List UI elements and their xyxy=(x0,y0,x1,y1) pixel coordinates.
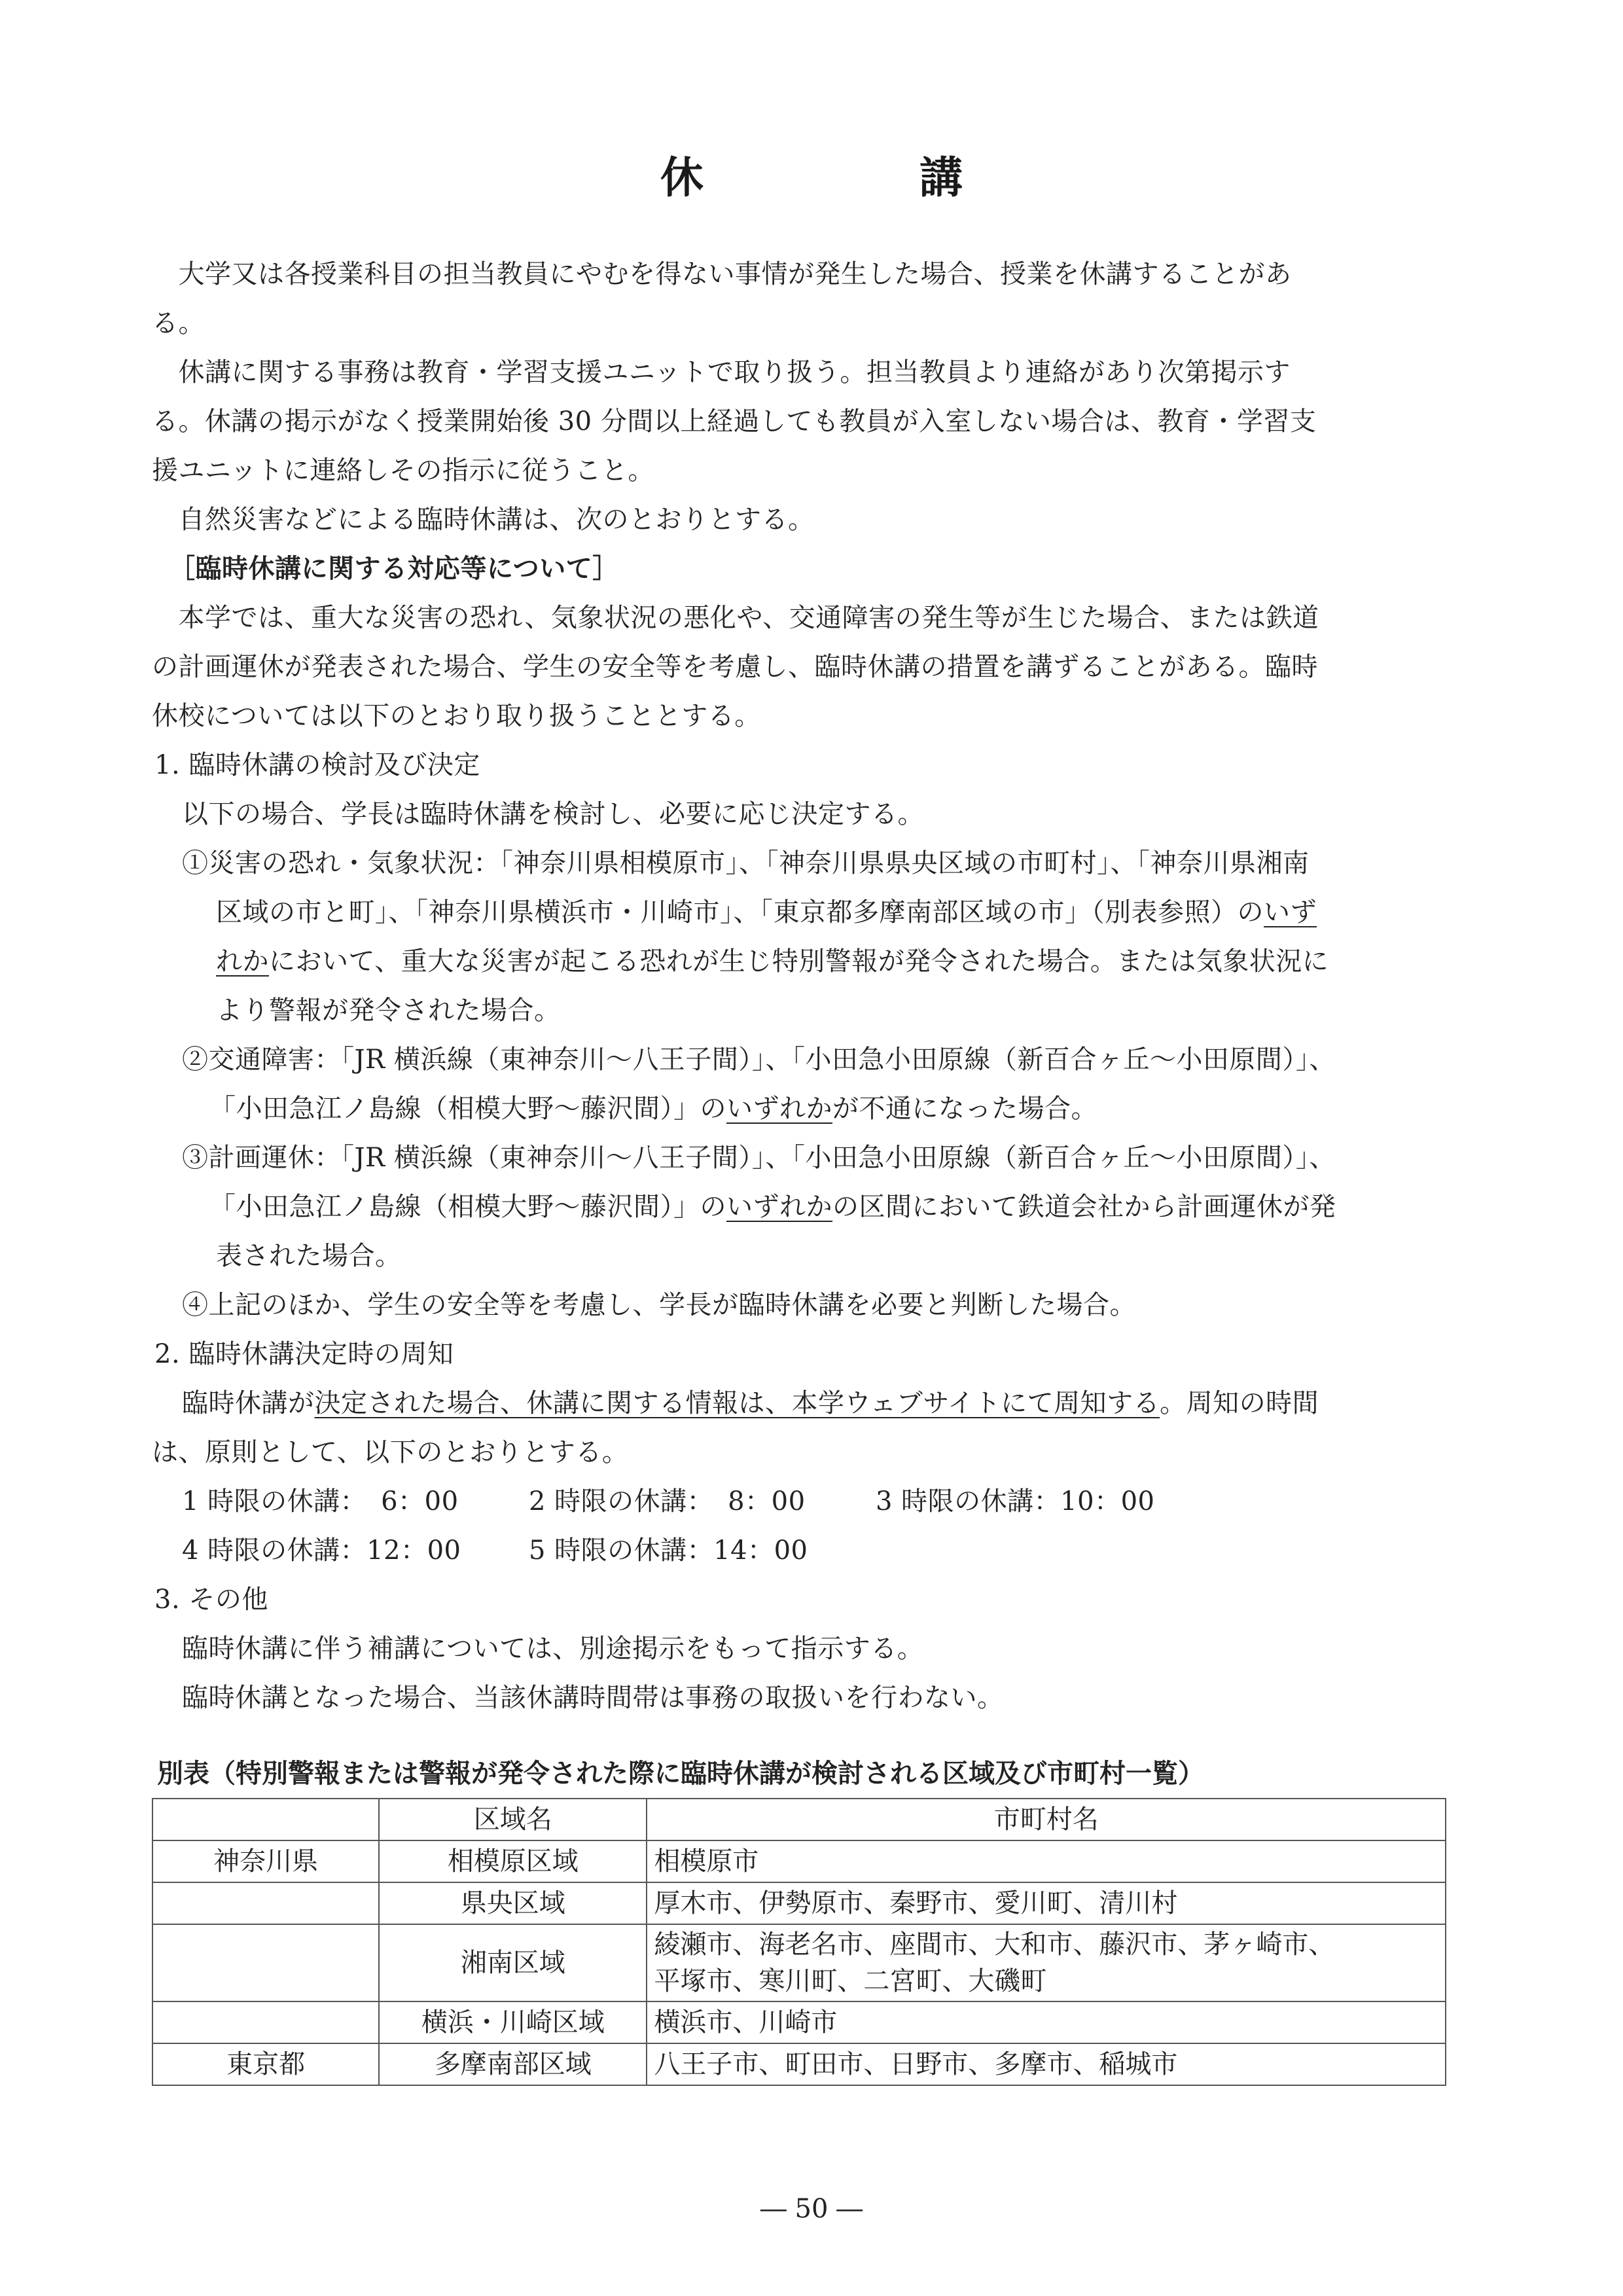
time-label: 1 時限の休講： xyxy=(182,1486,367,1516)
policy-heading: ［臨時休講に関する対応等について］ xyxy=(169,554,619,584)
section2-line2: は、原則として、以下のとおりとする。 xyxy=(152,1437,629,1467)
section2-underline: 決定された場合、休講に関する情報は、本学ウェブサイトにて周知する xyxy=(314,1388,1160,1418)
time-item xyxy=(876,1477,1154,1526)
table-header-cell: 市町村名 xyxy=(647,1799,1446,1840)
item1-line3 xyxy=(216,937,1461,986)
area-cell: 県央区域 xyxy=(379,1882,647,1924)
section2-line1 xyxy=(182,1379,1454,1428)
table-row xyxy=(152,2043,1446,2085)
item2-underline: いずれか xyxy=(726,1094,832,1124)
cities-cell xyxy=(647,1924,1446,2001)
cities-cell: 八王子市、町田市、日野市、多摩市、稲城市 xyxy=(647,2043,1446,2085)
cities-line: 平塚市、寒川町、二宮町、大磯町 xyxy=(654,1966,1047,1996)
item1-line4: より警報が発令された場合。 xyxy=(216,996,561,1026)
table-header-cell: 区域名 xyxy=(379,1799,647,1840)
item1-underline-a: いず xyxy=(1264,897,1317,927)
section3-line2: 臨時休講となった場合、当該休講時間帯は事務の取扱いを行わない。 xyxy=(182,1683,1004,1713)
time-value: 12：00 xyxy=(366,1535,461,1566)
intro-p2-line3: 援ユニットに連絡しその指示に従うこと。 xyxy=(152,456,654,486)
table-header-cell xyxy=(152,1799,379,1840)
times-row-2 xyxy=(182,1526,1484,1575)
item3-line1: ③計画運休：「JR 横浜線（東神奈川～八王子間）」、「小田急小田原線（新百合ヶ丘～小田原間）」、 xyxy=(182,1143,1336,1173)
time-label: 2 時限の休講： xyxy=(529,1486,714,1516)
time-item xyxy=(529,1526,808,1575)
time-item xyxy=(529,1477,876,1526)
cities-line: 綾瀬市、海老名市、座間市、大和市、藤沢市、茅ヶ崎市、 xyxy=(654,1929,1335,1960)
item3-underline: いずれか xyxy=(726,1192,832,1222)
section3-title: 3. その他 xyxy=(154,1585,268,1615)
intro-p2-line2: る。休講の掲示がなく授業開始後 30 分間以上経過しても教員が入室しない場合は、教育・学習支 xyxy=(152,406,1317,437)
page-number: ― 50 ― xyxy=(760,2194,863,2224)
item1-line1: ①災害の恐れ・気象状況：「神奈川県相模原市」、「神奈川県県央区域の市町村」、「神奈川県湘南 xyxy=(182,848,1310,878)
table-row xyxy=(152,1840,1446,1882)
table-row xyxy=(152,2001,1446,2043)
time-value: 6：00 xyxy=(381,1486,459,1516)
item2-line2-text-a: 「小田急江ノ島線（相模大野～藤沢間）」の xyxy=(209,1094,726,1124)
section3-line1: 臨時休講に伴う補講については、別途掲示をもって指示する。 xyxy=(182,1634,924,1664)
item1-line3-text: において、重大な災害が起こる恐れが生じ特別警報が発令された場合。または気象状況に xyxy=(269,946,1329,977)
prefecture-cell xyxy=(152,2001,379,2043)
section2-line1-text-b: 。周知の時間 xyxy=(1160,1388,1319,1418)
table-caption: 別表（特別警報または警報が発令された際に臨時休講が検討される区域及び市町村一覧） xyxy=(157,1759,1204,1789)
item3-line3: 表された場合。 xyxy=(216,1241,402,1271)
prefecture-cell: 東京都 xyxy=(152,2043,379,2085)
item2-line1: ②交通障害：「JR 横浜線（東神奈川～八王子間）」、「小田急小田原線（新百合ヶ丘～小田原間）」、 xyxy=(182,1045,1336,1075)
prefecture-cell xyxy=(152,1882,379,1924)
time-item xyxy=(182,1526,529,1575)
section1-title: 1. 臨時休講の検討及び決定 xyxy=(154,750,480,780)
title-char-1: 休 xyxy=(660,152,704,203)
cities-cell: 相模原市 xyxy=(647,1840,1446,1882)
time-item xyxy=(182,1477,529,1526)
prefecture-cell: 神奈川県 xyxy=(152,1840,379,1882)
item3-line2-text-b: の区間において鉄道会社から計画運休が発 xyxy=(832,1192,1336,1222)
policy-line1: 本学では、重大な災害の恐れ、気象状況の悪化や、交通障害の発生等が生じた場合、または鉄道 xyxy=(152,603,1319,633)
item1-line2-text: 区域の市と町」、「神奈川県横浜市・川崎市」、「東京都多摩南部区域の市」（別表参照）の xyxy=(216,897,1264,927)
item3-line2 xyxy=(209,1183,1454,1232)
item2-line2-text-b: が不通になった場合。 xyxy=(832,1094,1097,1124)
table-row xyxy=(152,1882,1446,1924)
table-header-row xyxy=(152,1799,1446,1840)
time-label: 5 時限の休講： xyxy=(529,1535,714,1566)
area-cell: 横浜・川崎区域 xyxy=(379,2001,647,2043)
item4: ④上記のほか、学生の安全等を考慮し、学長が臨時休講を必要と判断した場合。 xyxy=(182,1290,1136,1320)
item1-underline-b: れか xyxy=(216,946,269,977)
area-cell: 相模原区域 xyxy=(379,1840,647,1882)
table-row xyxy=(152,1924,1446,2001)
area-cell: 湘南区域 xyxy=(379,1924,647,2001)
time-value: 14：00 xyxy=(713,1535,808,1566)
time-value: 8：00 xyxy=(728,1486,806,1516)
area-cell: 多摩南部区域 xyxy=(379,2043,647,2085)
time-value: 10：00 xyxy=(1060,1486,1155,1516)
intro-p1-line1: 大学又は各授業科目の担当教員にやむを得ない事情が発生した場合、授業を休講することがあ xyxy=(152,259,1292,289)
intro-p2-line1: 休講に関する事務は教育・学習支援ユニットで取り扱う。担当教員より連絡があり次第掲示す xyxy=(152,357,1291,387)
policy-line3: 休校については以下のとおり取り扱うこととする。 xyxy=(152,701,761,731)
cities-cell: 厚木市、伊勢原市、秦野市、愛川町、清川村 xyxy=(647,1882,1446,1924)
section2-title: 2. 臨時休講決定時の周知 xyxy=(154,1339,454,1369)
section2-line1-text-a: 臨時休講が xyxy=(182,1388,315,1418)
intro-p3: 自然災害などによる臨時休講は、次のとおりとする。 xyxy=(152,505,815,535)
item1-line2 xyxy=(216,888,1461,937)
section1-lead: 以下の場合、学長は臨時休講を検討し、必要に応じ決定する。 xyxy=(182,799,924,829)
prefecture-cell xyxy=(152,1924,379,2001)
time-label: 4 時限の休講： xyxy=(182,1535,367,1566)
item2-line2 xyxy=(209,1085,1454,1134)
policy-line2: の計画運休が発表された場合、学生の安全等を考慮し、臨時休講の措置を講ずることがある。臨時 xyxy=(152,652,1318,682)
intro-p1-line2: る。 xyxy=(152,308,205,338)
page-title xyxy=(0,139,1623,217)
times-row-1 xyxy=(182,1477,1484,1526)
area-table xyxy=(152,1798,1446,2086)
time-label: 3 時限の休講： xyxy=(876,1486,1061,1516)
title-char-2: 講 xyxy=(919,152,963,203)
item3-line2-text-a: 「小田急江ノ島線（相模大野～藤沢間）」の xyxy=(209,1192,726,1222)
cities-cell: 横浜市、川崎市 xyxy=(647,2001,1446,2043)
